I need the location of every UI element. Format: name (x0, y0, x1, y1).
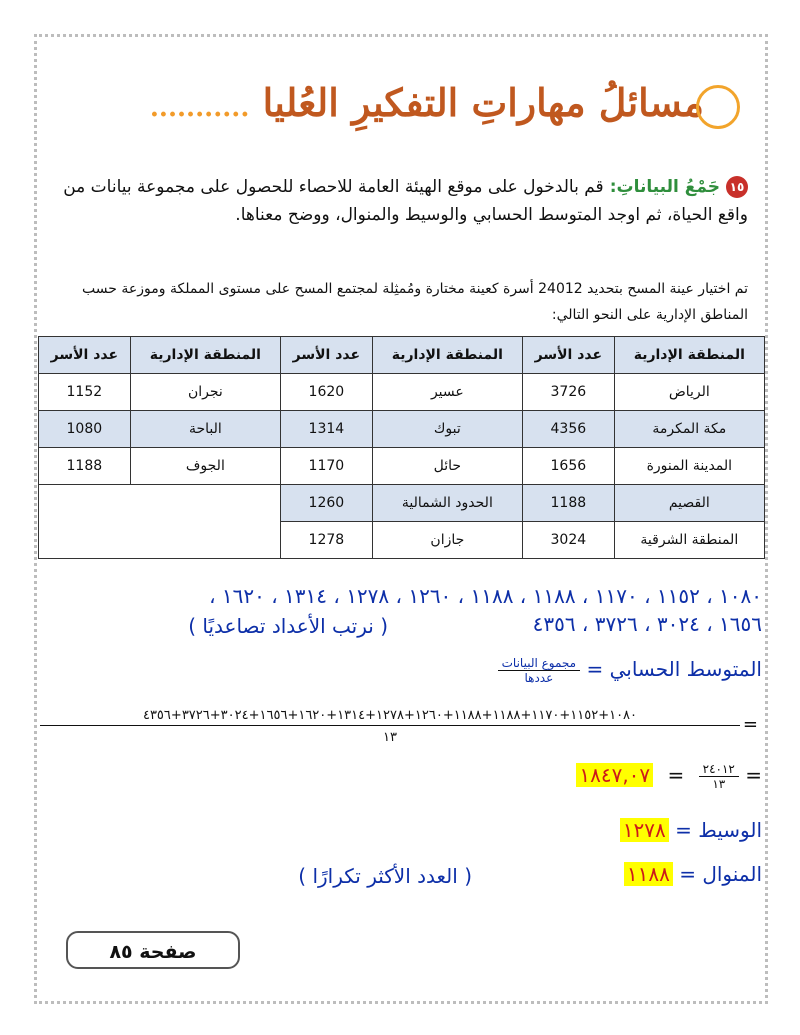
table-cell: حائل (372, 448, 522, 485)
table-header-row (39, 337, 765, 374)
mean-definition (498, 656, 762, 685)
regions-table (38, 336, 765, 559)
table-row (39, 485, 765, 522)
table-header: عدد الأسر (39, 337, 131, 374)
total-denominator: ١٣ (712, 777, 726, 791)
fraction-numerator: مجموع البيانات (498, 656, 580, 671)
mean-result-value: ١٨٤٧,٠٧ (576, 763, 653, 787)
median-line (620, 818, 762, 842)
table-row (39, 411, 765, 448)
title-dots: ........... (149, 93, 250, 123)
median-value: ١٢٧٨ (620, 818, 669, 842)
mode-label: المنوال (702, 862, 762, 886)
question-number-badge: ١٥ (726, 176, 748, 198)
sorted-values-line2: ١٦٥٦ ، ٣٠٢٤ ، ٣٧٢٦ ، ٤٣٥٦ (532, 612, 762, 636)
equals-sign: = (679, 862, 696, 886)
mode-note: ( العدد الأكثر تكرارًا ) (298, 864, 472, 888)
section-title-text: مسائلُ مهاراتِ التفكيرِ العُليا (262, 80, 704, 125)
table-cell: الحدود الشمالية (372, 485, 522, 522)
fraction-denominator: عددها (524, 671, 554, 685)
table-cell: 1656 (523, 448, 615, 485)
sum-denominator: ١٣ (383, 730, 397, 745)
mean-formula-fraction (498, 656, 580, 685)
question-text: قم بالدخول على موقع الهيئة العامة للاحصاء للحصول على مجموعة بيانات من واقع الحياة، ثم اوجد المتوسط الحسابي والوسيط والمنوال، ووضح معناها. (63, 177, 748, 225)
mean-result-line (576, 762, 762, 791)
survey-paragraph: تم اختيار عينة المسح بتحديد 24012 أسرة كعينة مختارة ومُمثِلة لمجتمع المسح على مستوى المملكة وموزعة حسب المناطق الإدارية على النحو التالي: (82, 281, 748, 323)
total-fraction (699, 762, 739, 791)
table-cell: المنطقة الشرقية (614, 522, 764, 559)
table-cell: 4356 (523, 411, 615, 448)
table-cell: 1260 (281, 485, 373, 522)
equals-sign: = (745, 763, 762, 787)
table-cell: نجران (130, 374, 280, 411)
table-empty-cell (39, 485, 281, 559)
mean-label: المتوسط الحسابي (609, 657, 762, 681)
table-cell: الجوف (130, 448, 280, 485)
table-header: عدد الأسر (281, 337, 373, 374)
equals-sign: = (742, 714, 758, 735)
table-cell: 1188 (523, 485, 615, 522)
table-cell: 1188 (39, 448, 131, 485)
table-cell: 1080 (39, 411, 131, 448)
table-row (39, 374, 765, 411)
sorted-note: ( نرتب الأعداد تصاعديًا ) (188, 614, 388, 638)
table-cell: عسير (372, 374, 522, 411)
sorted-values-line1: ١٠٨٠ ، ١١٥٢ ، ١١٧٠ ، ١١٨٨ ، ١١٨٨ ، ١٢٦٠ ، ١٢٧٨ ، ١٣١٤ ، ١٦٢٠ ، (209, 584, 762, 608)
table-cell: القصيم (614, 485, 764, 522)
equals-sign: = (586, 657, 604, 681)
table-cell: تبوك (372, 411, 522, 448)
table-row (39, 448, 765, 485)
section-title (150, 80, 740, 129)
table-cell: جازان (372, 522, 522, 559)
table-cell: 1278 (281, 522, 373, 559)
table-cell: 3024 (523, 522, 615, 559)
median-label: الوسيط (698, 818, 762, 842)
table-cell: المدينة المنورة (614, 448, 764, 485)
table-cell: 1170 (281, 448, 373, 485)
mode-value: ١١٨٨ (624, 862, 673, 886)
table-header: المنطقة الإدارية (614, 337, 764, 374)
table-cell: 1152 (39, 374, 131, 411)
table-cell: مكة المكرمة (614, 411, 764, 448)
table-cell: الباحة (130, 411, 280, 448)
mode-line (624, 862, 762, 886)
page-number-badge: صفحة ٨٥ (66, 931, 240, 969)
title-ornament-icon (696, 85, 740, 129)
table-cell: 1620 (281, 374, 373, 411)
question-heading: جَمْعُ البياناتِ: (609, 177, 720, 197)
equals-sign: = (675, 818, 692, 842)
table-header: المنطقة الإدارية (130, 337, 280, 374)
table-cell: الرياض (614, 374, 764, 411)
total-numerator: ٢٤٠١٢ (699, 762, 739, 777)
table-cell: 1314 (281, 411, 373, 448)
table-header: المنطقة الإدارية (372, 337, 522, 374)
table-cell: 3726 (523, 374, 615, 411)
question-block (36, 173, 748, 229)
equals-sign: = (667, 763, 685, 787)
table-header: عدد الأسر (523, 337, 615, 374)
sum-numerator: ١٠٨٠+١١٥٢+١١٧٠+١١٨٨+١١٨٨+١٢٦٠+١٢٧٨+١٣١٤+١٦٢٠+١٦٥٦+٣٠٢٤+٣٧٢٦+٤٣٥٦ (40, 708, 740, 726)
